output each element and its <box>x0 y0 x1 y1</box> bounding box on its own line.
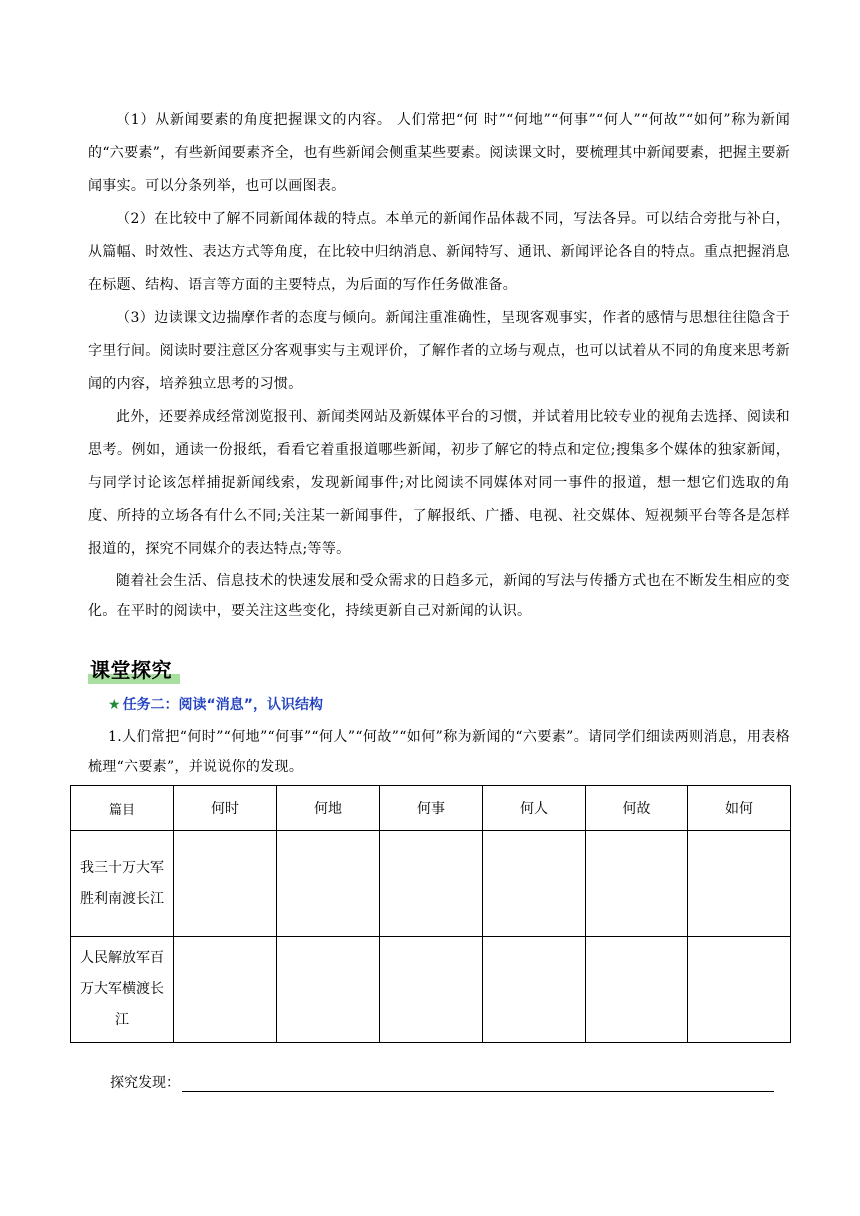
task-heading <box>108 694 323 714</box>
header-cell-how: 如何 <box>688 786 791 831</box>
paragraph-news-elements: （1）从新闻要素的角度把握课文的内容。 人们常把“何 时”“何地”“何事”“何人”“何故”“如何”称为新闻的“六要素”，有些新闻要素齐全，也有些新闻会侧重某些要素。阅读课文时，要梳理其中新闻要素，把握主要新闻事实。可以分条列举，也可以画图表。 <box>88 112 790 194</box>
table-header-row <box>71 786 791 831</box>
answer-cell-how[interactable] <box>688 937 791 1043</box>
finding-row <box>110 1072 774 1092</box>
answer-cell-why[interactable] <box>586 831 688 937</box>
header-cell-what: 何事 <box>380 786 483 831</box>
paragraph-author-attitude: （3）边读课文边揣摩作者的态度与倾向。新闻注重准确性，呈现客观事实，作者的感情与思想往往隐含于字里行间。阅读时要注意区分客观事实与主观评价，了解作者的立场与观点，也可以试着从不同的角度来思考新闻的内容，培养独立思考的习惯。 <box>88 310 790 392</box>
answer-cell-who[interactable] <box>483 937 586 1043</box>
finding-label: 探究发现： <box>110 1075 180 1091</box>
answer-cell-when[interactable] <box>174 937 277 1043</box>
paragraph-reading-habits: 此外，还要养成经常浏览报刊、新闻类网站及新媒体平台的习惯，并试着用比较专业的视角去选择、阅读和思考。例如，通读一份报纸，看看它着重报道哪些新闻，初步了解它的特点和定位;搜集多个媒体的独家新闻，与同学讨论该怎样捕捉新闻线索，发现新闻事件;对比阅读不同媒体对同一事件的报道，想一想它们选取的角度、所持的立场各有什么不同;关注某一新闻事件，了解报纸、广播、电视、社交媒体、短视频平台等各是怎样报道的，探究不同媒介的表达特点;等等。 <box>88 409 790 557</box>
table-row <box>71 937 791 1043</box>
answer-cell-where[interactable] <box>277 937 380 1043</box>
article-title-cell: 我三十万大军胜利南渡长江 <box>71 831 174 937</box>
section-heading-text: 课堂探究 <box>90 658 172 682</box>
article-title-cell: 人民解放军百万大军横渡长江 <box>71 937 174 1043</box>
answer-cell-what[interactable] <box>380 937 483 1043</box>
section-heading <box>88 652 180 686</box>
question-text: 1.人们常把“何时”“何地”“何事”“何人”“何故”“如何”称为新闻的“六要素”。请同学们细读两则消息，用表格梳理“六要素”，并说说你的发现。 <box>88 729 790 775</box>
paragraph-media-changes: 随着社会生活、信息技术的快速发展和受众需求的日趋多元，新闻的写法与传播方式也在不断发生相应的变化。在平时的阅读中，要关注这些变化，持续更新自己对新闻的认识。 <box>88 573 790 619</box>
table-row <box>71 831 791 937</box>
answer-cell-where[interactable] <box>277 831 380 937</box>
six-elements-table <box>70 785 791 1043</box>
header-cell-who: 何人 <box>483 786 586 831</box>
header-cell-where: 何地 <box>277 786 380 831</box>
star-icon: ★ <box>108 697 121 713</box>
answer-cell-why[interactable] <box>586 937 688 1043</box>
header-cell-why: 何故 <box>586 786 688 831</box>
header-cell-when: 何时 <box>174 786 277 831</box>
paragraph-genre-comparison: （2）在比较中了解不同新闻体裁的特点。本单元的新闻作品体裁不同，写法各异。可以结合旁批与补白，从篇幅、时效性、表达方式等角度，在比较中归纳消息、新闻特写、通讯、新闻评论各自的特点。重点把握消息在标题、结构、语言等方面的主要特点，为后面的写作任务做准备。 <box>88 211 790 293</box>
task-label: 任务二：阅读“消息”，认识结构 <box>122 697 323 713</box>
answer-cell-what[interactable] <box>380 831 483 937</box>
header-cell-title: 篇目 <box>71 786 174 831</box>
answer-cell-how[interactable] <box>688 831 791 937</box>
finding-answer-line[interactable] <box>182 1075 774 1092</box>
answer-cell-when[interactable] <box>174 831 277 937</box>
answer-cell-who[interactable] <box>483 831 586 937</box>
